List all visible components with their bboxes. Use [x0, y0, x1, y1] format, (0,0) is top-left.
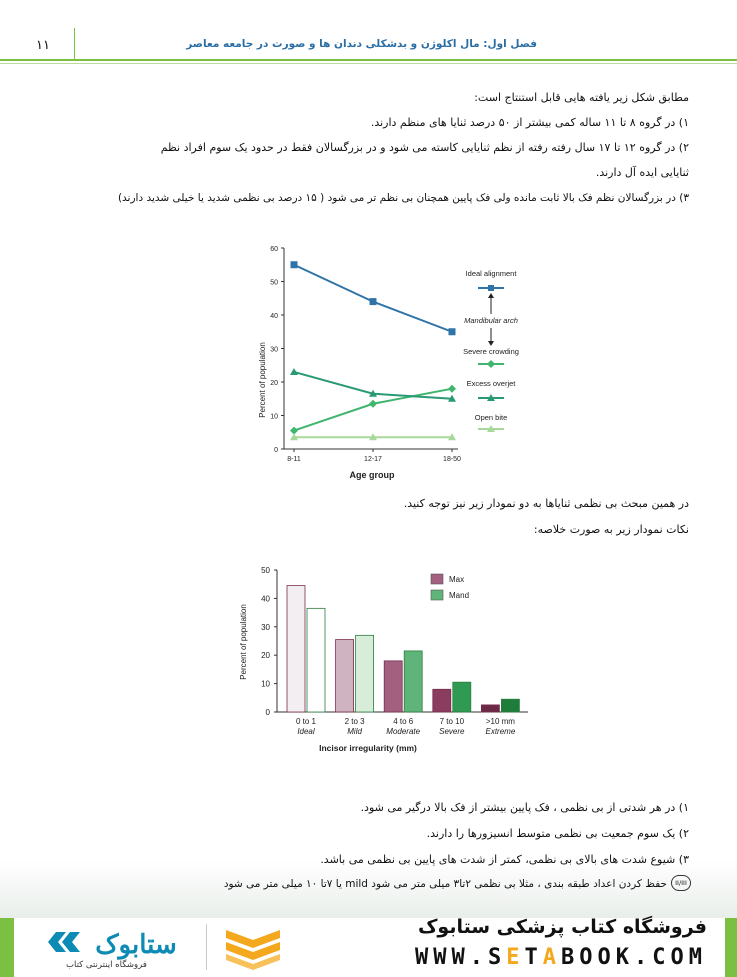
data-point-square — [370, 298, 377, 305]
shop-url[interactable] — [415, 945, 707, 970]
line-chart-xtick-label: 8-11 — [287, 456, 301, 463]
data-point-diamond — [448, 385, 456, 393]
data-point-square — [291, 261, 298, 268]
page-number: ۱۱ — [36, 38, 50, 53]
line-chart-ytick-label: 40 — [270, 313, 278, 320]
line-chart-xlabel: Age group — [349, 470, 395, 480]
finding-1: ۱) در گروه ۸ تا ۱۱ ساله کمی بیشتر از ۵۰ درصد ثنایا های منظم دارند. — [370, 116, 689, 129]
legend-arrowhead-up — [488, 293, 494, 298]
age-group-line-chart — [250, 240, 550, 485]
line-chart-xtick-label: 12-17 — [364, 456, 382, 463]
url-suffix: .COM — [634, 945, 707, 970]
shop-name: فروشگاه کتاب پزشکی ستابوک — [417, 916, 707, 938]
chapter-title: فصل اول: مال اکلوژن و بدشکلی دندان ها و صورت در جامعه معاصر — [186, 38, 537, 50]
legend-mand-swatch — [431, 590, 443, 600]
header-rule — [0, 59, 737, 61]
bar-chart-category-label: 4 to 6 — [393, 717, 414, 726]
url-letter-a: A — [542, 945, 562, 970]
legend-mandibular-arch: Mandibular arch — [464, 316, 518, 325]
finding-2: ۲) در گروه ۱۲ تا ۱۷ سال رفته رفته از نظم ثنایایی کاسته می شود و در بزرگسالان فقط در حدود یک سوم افراد نظم — [160, 141, 689, 154]
bar-max — [287, 586, 305, 712]
logo-text: ستابوک — [95, 929, 177, 959]
legend-crowding-marker — [487, 360, 495, 368]
logo-chevron-2 — [62, 932, 80, 952]
bar-chart-category-label: >10 mm — [485, 717, 515, 726]
bar-chart-category-sublabel: Severe — [439, 727, 465, 736]
legend-excess-overjet: Excess overjet — [466, 379, 516, 388]
bar-chart-xlabel: Incisor irregularity (mm) — [319, 743, 417, 753]
legend-severe-crowding: Severe crowding — [463, 347, 519, 356]
url-letter-e: E — [506, 945, 525, 970]
bar-chart-ytick-label: 30 — [261, 622, 270, 632]
bullet-2: ۲) یک سوم جمعیت بی نظمی متوسط انسیزورها را دارند. — [426, 827, 689, 840]
footer-right-bar — [725, 918, 737, 977]
finding-3: ۳) در بزرگسالان نظم فک بالا ثابت مانده ولی فک پایین همچنان بی نظم تر می شود ( ۱۵ درصد بی نظمی شدید یا خیلی شدید دارند) — [117, 192, 689, 204]
bar-max — [336, 640, 354, 712]
header-separator — [74, 28, 75, 60]
intro-text: مطابق شکل زیر یافته هایی قابل استنتاج است: — [474, 91, 689, 104]
data-point-diamond — [369, 400, 377, 408]
url-book: BOOK — [561, 945, 635, 970]
footer-left-bar — [0, 918, 14, 977]
bar-mand — [356, 635, 374, 712]
legend-mand-label: Mand — [449, 591, 470, 600]
setabook-logo — [46, 920, 206, 960]
bullet-4: حفظ کردن اعداد طبقه بندی ، مثلا بی نظمی ۲تا۳ میلی متر می شود mild یا ۷تا ۱۰ میلی متر می شود — [223, 878, 667, 890]
legend-ideal-alignment: Ideal alignment — [465, 269, 517, 278]
legend-ideal-marker — [488, 285, 494, 291]
bar-mand — [307, 608, 325, 712]
bar-chart-category-label: 7 to 10 — [439, 717, 465, 726]
data-point-square — [449, 328, 456, 335]
line-chart-ytick-label: 60 — [270, 246, 278, 253]
data-point-triangle — [290, 368, 298, 375]
line-chart-ytick-label: 20 — [270, 380, 278, 387]
bar-chart-ytick-label: 0 — [265, 708, 270, 717]
line-chart-ytick-label: 30 — [270, 346, 278, 354]
bar-chart-ytick-label: 50 — [261, 566, 270, 575]
note-badge: II/III — [671, 875, 691, 891]
bar-max — [481, 705, 499, 712]
line-chart-xtick-label: 18-50 — [443, 456, 461, 463]
bar-chart-category-sublabel: Ideal — [297, 727, 315, 736]
url-letter-s: S — [488, 945, 507, 970]
bar-chart-category-label: 0 to 1 — [295, 717, 317, 726]
bar-mand — [501, 699, 519, 712]
bullet-1: ۱) در هر شدتی از بی نظمی ، فک پایین بیشتر از فک بالا درگیر می شود. — [360, 801, 689, 814]
bar-chart-category-sublabel: Extreme — [485, 727, 516, 736]
header-rule-thin — [0, 63, 737, 64]
incisor-irregularity-bar-chart — [232, 562, 542, 757]
url-prefix: WWW. — [415, 945, 489, 970]
finding-2-cont: ثنایایی ایده آل دارند. — [595, 166, 689, 179]
legend-arrowhead-down — [488, 341, 494, 346]
book-stack-icon — [222, 924, 284, 970]
line-chart-ytick-label: 10 — [270, 413, 278, 421]
bullet-3: ۳) شیوع شدت های بالای بی نظمی، کمتر از شدت های پایین بی نظمی می باشد. — [320, 853, 689, 866]
bar-max — [384, 661, 402, 712]
url-letter-t: T — [524, 945, 543, 970]
bar-chart-ytick-label: 10 — [261, 679, 270, 689]
bar-chart-category-label: 2 to 3 — [344, 717, 365, 726]
mid-text-2: نکات نمودار زیر به صورت خلاصه: — [533, 523, 689, 536]
bar-chart-ylabel: Percent of population — [239, 604, 248, 680]
mid-text-1: در همین مبحث بی نظمی ثنایاها به دو نمودار زیر نیز توجه کنید. — [403, 497, 689, 510]
bar-chart-category-sublabel: Mild — [347, 727, 362, 736]
bar-chart-category-sublabel: Moderate — [386, 727, 421, 736]
logo-divider — [206, 924, 207, 970]
legend-max-swatch — [431, 574, 443, 584]
bar-chart-ytick-label: 20 — [261, 651, 270, 661]
bar-chart-ytick-label: 40 — [261, 594, 270, 604]
line-chart-ytick-label: 0 — [274, 447, 278, 454]
legend-open-bite: Open bite — [474, 413, 508, 422]
legend-max-label: Max — [449, 575, 465, 584]
logo-subtitle: فروشگاه اینترنتی کتاب — [66, 960, 147, 970]
line-chart-ylabel: Percent of population — [258, 342, 267, 418]
bar-mand — [404, 651, 422, 712]
line-chart-ytick-label: 50 — [270, 279, 278, 287]
bar-mand — [453, 682, 471, 712]
bar-max — [433, 689, 451, 712]
